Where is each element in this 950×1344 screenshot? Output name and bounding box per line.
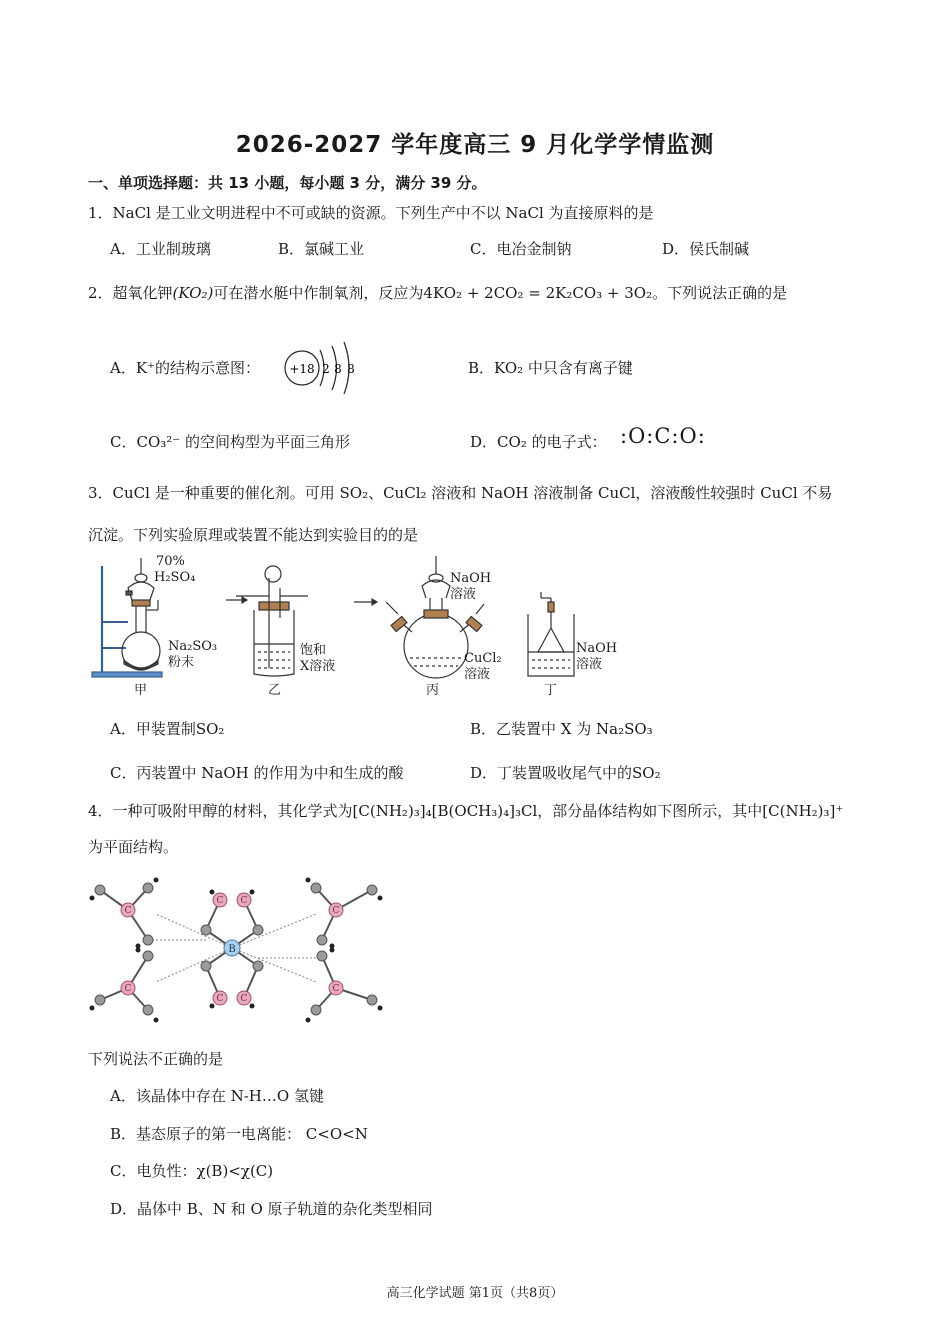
q1-option-b: B．氯碱工业 — [278, 240, 365, 258]
question-4-stem-line2: 为平面结构。 — [88, 838, 179, 856]
c-atom-label: C — [240, 994, 248, 1004]
question-4-stem-line1: 4．一种可吸附甲醇的材料，其化学式为[C(NH₂)₃]₄[B(OCH₃)₄]₃Cl，部分晶体结构如下图所示，其中[C(NH₂)₃]⁺ — [88, 802, 844, 820]
q2-stem-mid: 可在潜水艇中作制氧剂，反应为 — [213, 284, 424, 302]
c-atom-label: C — [332, 906, 340, 916]
bing-solution-label-2: 溶液 — [464, 667, 491, 682]
c-atom-label: C — [124, 906, 132, 916]
q4-option-b: B．基态原子的第一电离能： C<O<N — [110, 1125, 368, 1143]
question-3-stem-line1: 3．CuCl 是一种重要的催化剂。可用 SO₂、CuCl₂ 溶液和 NaOH 溶液制备 CuCl，溶液酸性较强时 CuCl 不易 — [88, 484, 833, 502]
q1-option-d: D．侯氏制碱 — [662, 240, 750, 258]
c-atom-label: C — [216, 896, 224, 906]
q2-option-c: C．CO₃²⁻ 的空间构型为平面三角形 — [110, 433, 350, 451]
apparatus-ding — [528, 592, 574, 676]
b-atom-label: B — [228, 944, 236, 955]
page-footer: 高三化学试题 第1页（共8页） — [386, 1286, 564, 1301]
q1-option-c: C．电冶金制钠 — [470, 240, 572, 258]
q3-option-b: B．乙装置中 X 为 Na₂SO₃ — [470, 720, 653, 738]
c-atom-label: C — [332, 984, 340, 994]
jia-label: 甲 — [134, 683, 148, 698]
apparatus-yi — [226, 566, 308, 676]
ding-solution-label-2: 溶液 — [576, 657, 603, 672]
jia-reagent-label-1: 70% — [156, 554, 185, 569]
bing-label: 丙 — [426, 683, 440, 698]
ding-solution-label-1: NaOH — [576, 641, 618, 656]
c-atom-label: C — [216, 994, 224, 1004]
shell-2: 8 — [334, 362, 342, 376]
q2-formula: (KO₂) — [172, 284, 214, 302]
q2-option-d: D．CO₂ 的电子式： — [470, 433, 607, 451]
q3-option-d: D．丁装置吸收尾气中的SO₂ — [470, 764, 661, 782]
question-1-stem: 1．NaCl 是工业文明进程中不可或缺的资源。下列生产中不以 NaCl 为直接原料的是 — [88, 204, 654, 222]
q1-option-a: A．工业制玻璃 — [110, 240, 211, 258]
q3-option-a: A．甲装置制SO₂ — [110, 720, 225, 738]
yi-label: 乙 — [268, 683, 282, 698]
bing-solution-label-1: CuCl₂ — [464, 651, 502, 666]
shell-3: 8 — [347, 362, 355, 376]
k-ion-structure-diagram — [282, 336, 368, 394]
nucleus-charge: +18 — [289, 362, 315, 376]
jia-solid-label-2: 粉末 — [168, 655, 195, 670]
question-3-stem-line2: 沉淀。下列实验原理或装置不能达到实验目的的是 — [88, 526, 419, 544]
co2-electron-formula: :O:C:O: — [620, 424, 706, 448]
yi-solution-label-1: 饱和 — [300, 643, 327, 658]
q2-stem-post: 。下列说法正确的是 — [652, 284, 788, 302]
c-atom-label: C — [240, 896, 248, 906]
bing-top-label-1: NaOH — [450, 571, 492, 586]
bing-top-label-2: 溶液 — [450, 587, 477, 602]
q2-option-a: A．K⁺的结构示意图： — [110, 359, 260, 377]
apparatus-jia — [92, 558, 162, 677]
section-heading: 一、单项选择题：共 13 小题，每小题 3 分，满分 39 分。 — [88, 174, 487, 192]
q4-option-a: A．该晶体中存在 N-H…O 氢键 — [110, 1087, 324, 1105]
q4-crystal-structure-figure — [86, 870, 386, 1034]
q2-option-b: B．KO₂ 中只含有离子键 — [468, 359, 633, 377]
ding-label: 丁 — [544, 683, 558, 698]
q2-stem-pre: 2．超氧化钾 — [88, 284, 173, 302]
q3-option-c: C．丙装置中 NaOH 的作用为中和生成的酸 — [110, 764, 404, 782]
q4-option-c: C．电负性：χ(B)<χ(C) — [110, 1162, 274, 1180]
q4-option-d: D．晶体中 B、N 和 O 原子轨道的杂化类型相同 — [110, 1200, 433, 1218]
page-title: 2026-2027 学年度高三 9 月化学学情监测 — [235, 132, 715, 158]
question-2-stem — [88, 282, 787, 303]
jia-reagent-label-2: H₂SO₄ — [154, 570, 196, 585]
jia-solid-label-1: Na₂SO₃ — [168, 639, 218, 654]
yi-solution-label-2: X溶液 — [300, 659, 336, 674]
shell-1: 2 — [322, 362, 330, 376]
question-4-stem-line3: 下列说法不正确的是 — [88, 1050, 224, 1068]
c-atom-label: C — [124, 984, 132, 994]
q2-equation: 4KO₂ + 2CO₂ = 2K₂CO₃ + 3O₂ — [423, 284, 653, 302]
q3-apparatus-figure — [86, 548, 646, 700]
